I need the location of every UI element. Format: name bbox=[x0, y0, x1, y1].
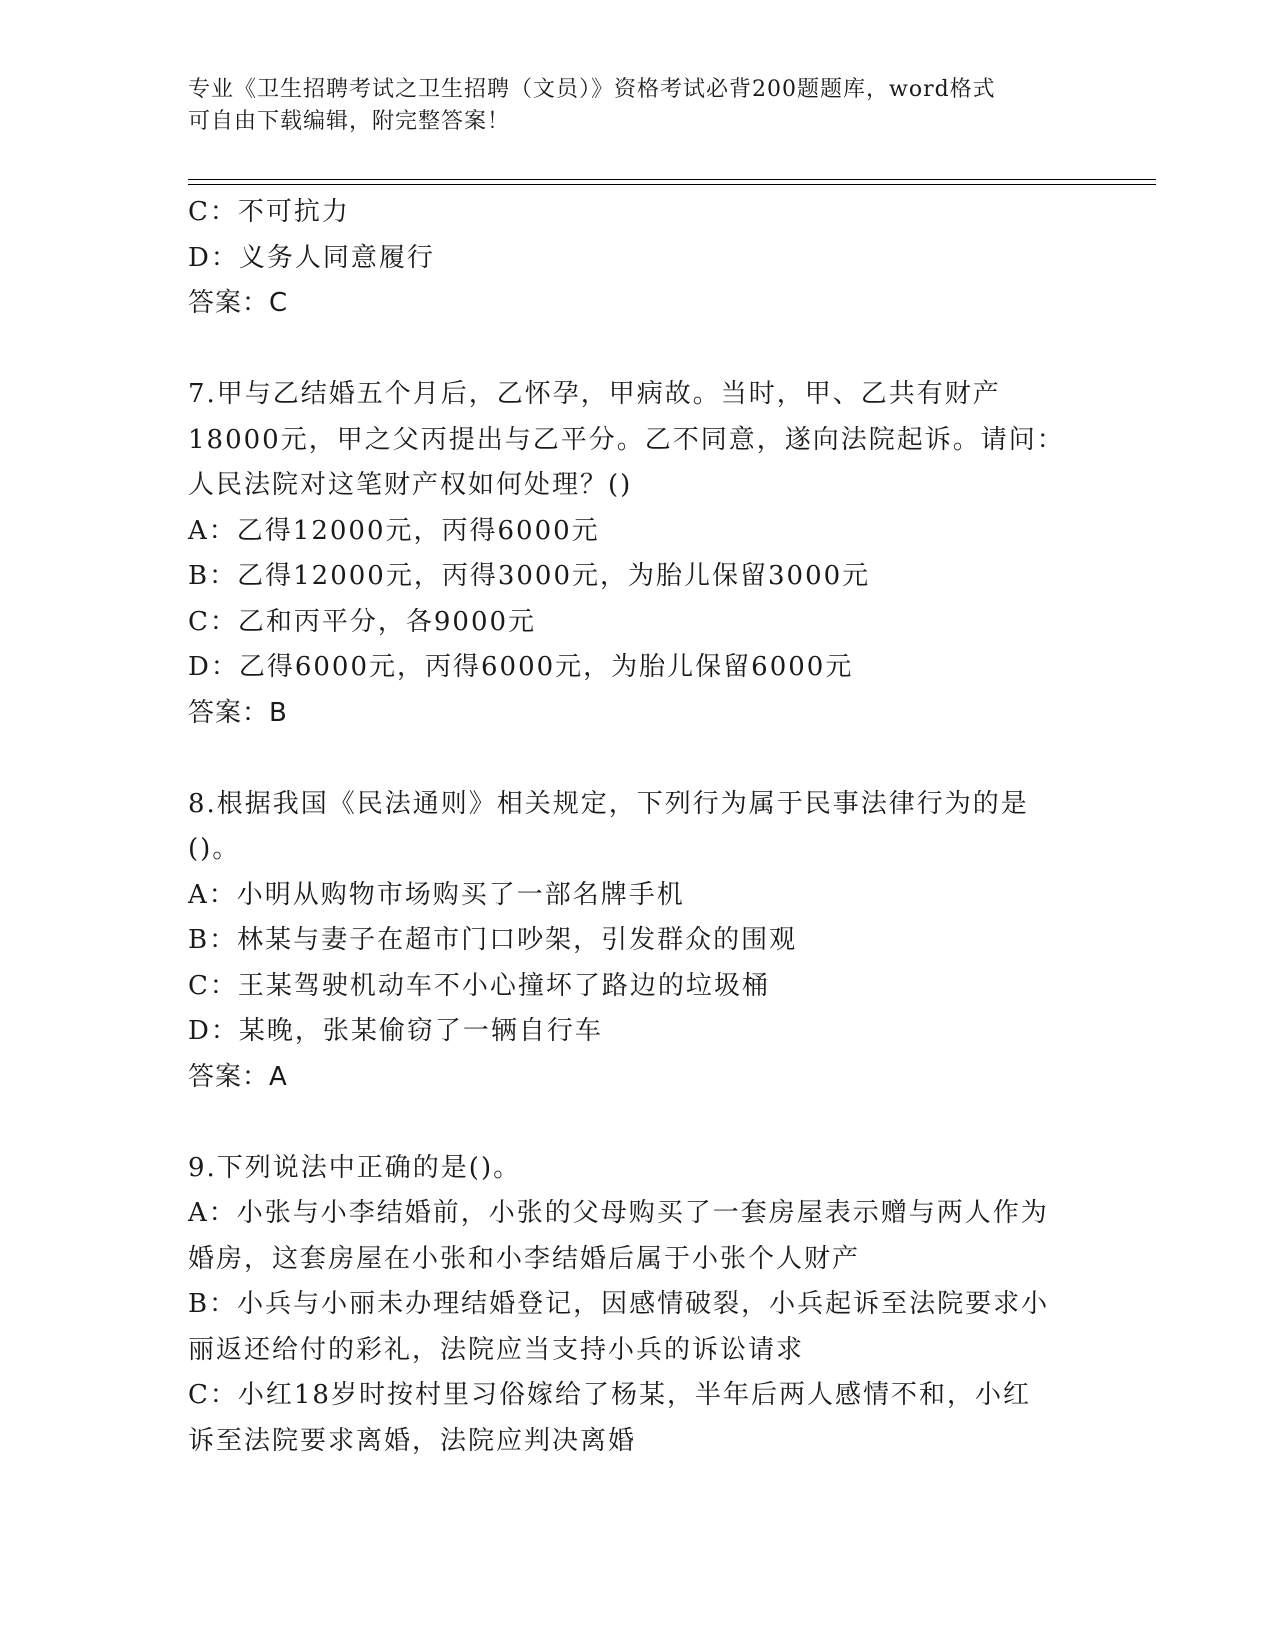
question-stem: 人民法院对这笔财产权如何处理？() bbox=[188, 470, 633, 500]
option-c: C：不可抗力 bbox=[188, 197, 350, 227]
option-b-continued: 丽返还给付的彩礼，法院应当支持小兵的诉讼请求 bbox=[188, 1334, 805, 1365]
question-7 bbox=[188, 372, 1088, 736]
answer-line: 答案：A bbox=[188, 1061, 288, 1092]
option-d: D：乙得6000元，丙得6000元，为胎儿保留6000元 bbox=[188, 652, 854, 682]
question-stem: 18000元，甲之父丙提出与乙平分。乙不同意，遂向法院起诉。请问： bbox=[188, 424, 1065, 455]
option-a: A：小明从购物市场购买了一部名牌手机 bbox=[188, 879, 685, 910]
question-stem: 9.下列说法中正确的是()。 bbox=[188, 1152, 522, 1183]
option-b: B：林某与妻子在超市门口吵架，引发群众的围观 bbox=[188, 925, 798, 955]
option-d: D：某晚，张某偷窃了一辆自行车 bbox=[188, 1016, 603, 1046]
option-b: B：小兵与小丽未办理结婚登记，因感情破裂，小兵起诉至法院要求小 bbox=[188, 1289, 1050, 1319]
header-line-1: 专业《卫生招聘考试之卫生招聘（文员）》资格考试必背200题题库，word格式 bbox=[188, 77, 996, 102]
question-9 bbox=[188, 1146, 1088, 1465]
header-line-2: 可自由下载编辑，附完整答案！ bbox=[188, 109, 511, 134]
option-c-continued: 诉至法院要求离婚，法院应判决离婚 bbox=[188, 1425, 637, 1456]
document-body bbox=[188, 190, 1088, 1464]
spacer bbox=[188, 1100, 1088, 1146]
question-8 bbox=[188, 782, 1088, 1101]
option-d: D：义务人同意履行 bbox=[188, 242, 435, 273]
question-stem: 7.甲与乙结婚五个月后，乙怀孕，甲病故。当时，甲、乙共有财产 bbox=[188, 379, 1001, 409]
spacer bbox=[188, 327, 1088, 373]
answer-line: 答案：C bbox=[188, 288, 289, 318]
spacer bbox=[188, 736, 1088, 782]
answer-line: 答案：B bbox=[188, 697, 288, 728]
option-b: B：乙得12000元，丙得3000元，为胎儿保留3000元 bbox=[188, 561, 871, 591]
option-a: A：乙得12000元，丙得6000元 bbox=[188, 515, 600, 546]
option-c: C：王某驾驶机动车不小心撞坏了路边的垃圾桶 bbox=[188, 970, 770, 1001]
option-a: A：小张与小李结婚前，小张的父母购买了一套房屋表示赠与两人作为 bbox=[188, 1198, 1049, 1228]
header-divider-bottom bbox=[188, 184, 1156, 185]
option-c: C：小红18岁时按村里习俗嫁给了杨某，半年后两人感情不和，小红 bbox=[188, 1380, 1031, 1410]
header-divider-top bbox=[188, 179, 1156, 180]
option-c: C：乙和丙平分，各9000元 bbox=[188, 606, 537, 637]
document-header bbox=[188, 74, 1068, 138]
question-stem: 8.根据我国《民法通则》相关规定，下列行为属于民事法律行为的是 bbox=[188, 788, 1029, 819]
option-a-continued: 婚房，这套房屋在小张和小李结婚后属于小张个人财产 bbox=[188, 1243, 861, 1274]
question-stem: ()。 bbox=[188, 834, 241, 864]
question-6-tail bbox=[188, 190, 1088, 327]
